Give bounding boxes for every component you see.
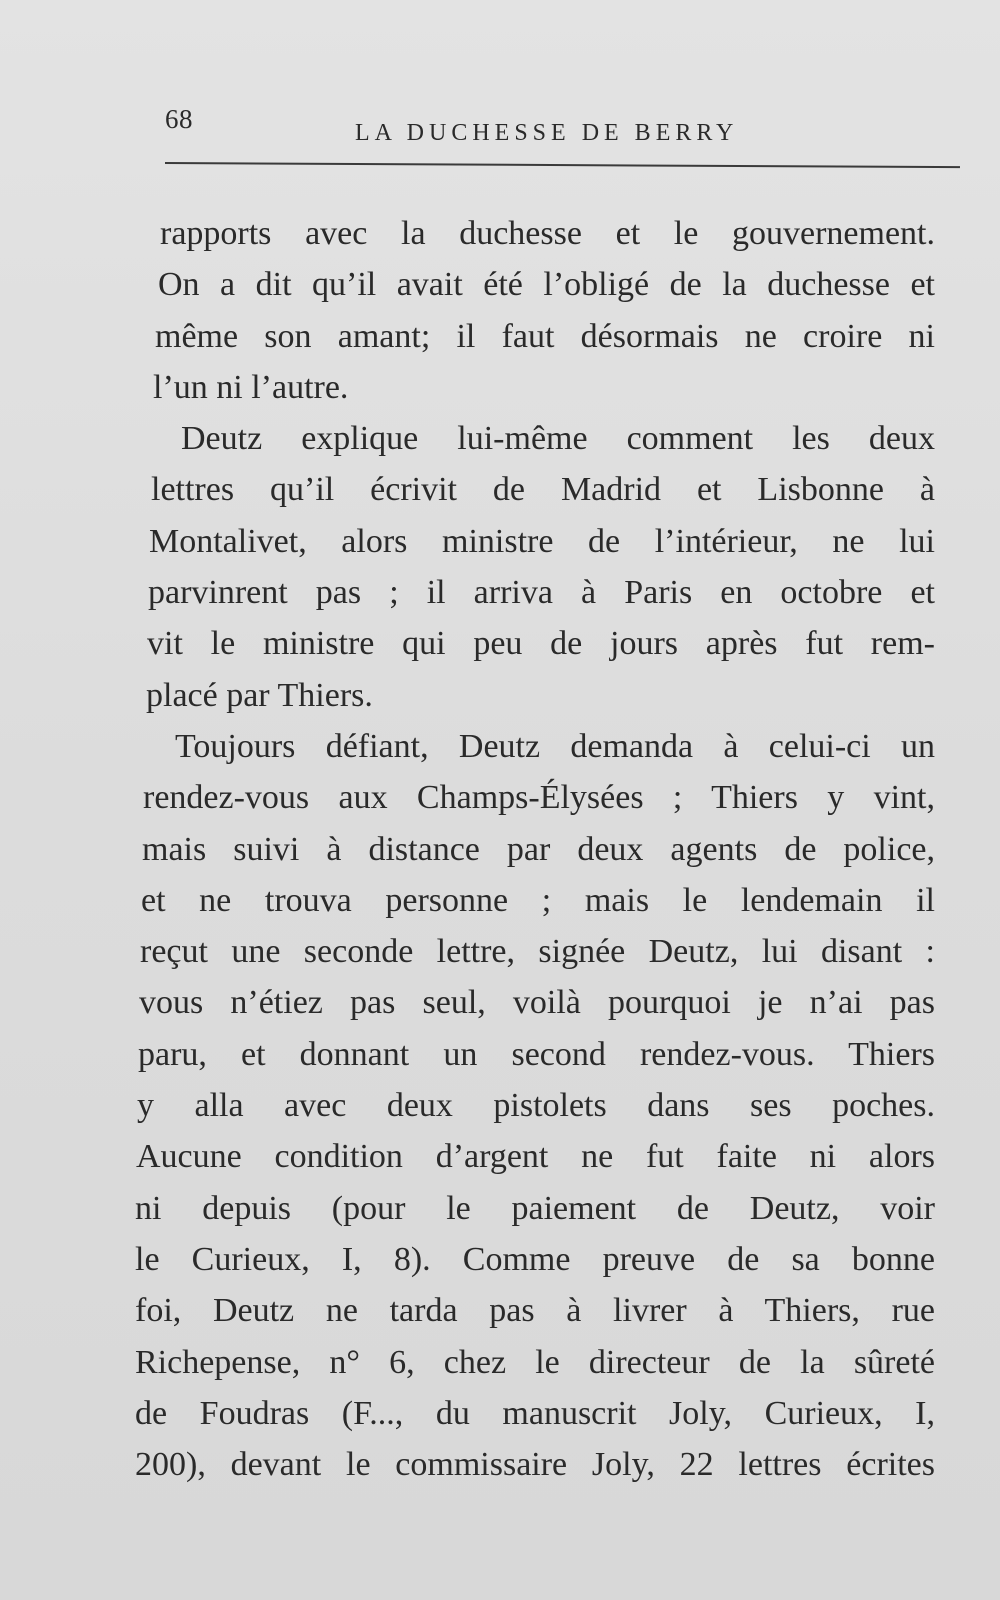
text-line: Richepense, n° 6, chez le directeur de la sûreté	[135, 1343, 935, 1381]
running-title: LA DUCHESSE DE BERRY	[355, 120, 739, 146]
text-line: le Curieux, I, 8). Comme preuve de sa bonne	[135, 1240, 935, 1278]
text-line: rendez-vous aux Champs-Élysées ; Thiers y vint,	[143, 779, 935, 817]
text-line: y alla avec deux pistolets dans ses poches.	[137, 1087, 935, 1125]
text-line: vous n’étiez pas seul, voilà pourquoi je n’ai pas	[139, 984, 935, 1022]
paragraph-1	[135, 208, 935, 413]
text-line: de Foudras (F..., du manuscrit Joly, Curieux, I,	[135, 1394, 935, 1432]
text-line: placé par Thiers.	[146, 676, 373, 714]
page-header	[165, 100, 960, 160]
text-line: reçut une seconde lettre, signée Deutz, lui disant :	[140, 933, 935, 971]
text-line: l’un ni l’autre.	[153, 368, 349, 406]
text-line: paru, et donnant un second rendez-vous. Thiers	[138, 1035, 935, 1073]
paragraph-3	[135, 721, 935, 1490]
text-line: Montalivet, alors ministre de l’intérieur, ne lui	[149, 522, 935, 560]
page-number: 68	[165, 104, 193, 134]
body-text	[135, 208, 935, 1490]
text-line: foi, Deutz ne tarda pas à livrer à Thiers, rue	[135, 1292, 935, 1330]
text-line: On a dit qu’il avait été l’obligé de la duchesse et	[158, 266, 935, 304]
text-line: rapports avec la duchesse et le gouvernement.	[160, 215, 935, 252]
text-line: et ne trouva personne ; mais le lendemain il	[141, 881, 935, 919]
text-line: même son amant; il faut désormais ne croire ni	[155, 317, 935, 355]
text-line: 200), devant le commissaire Joly, 22 lettres écrites	[135, 1446, 935, 1484]
paragraph-2	[135, 413, 935, 721]
text-line: lettres qu’il écrivit de Madrid et Lisbonne à	[151, 471, 935, 509]
text-line: vit le ministre qui peu de jours après fut rem-	[147, 625, 935, 663]
text-line: Deutz explique lui-même comment les deux	[181, 420, 935, 458]
text-line: Toujours défiant, Deutz demanda à celui-ci un	[175, 727, 935, 765]
text-line: mais suivi à distance par deux agents de police,	[142, 830, 935, 868]
header-rule	[165, 162, 960, 168]
text-line: Aucune condition d’argent ne fut faite ni alors	[136, 1138, 935, 1176]
text-line: parvinrent pas ; il arriva à Paris en octobre et	[148, 574, 935, 612]
text-line: ni depuis (pour le paiement de Deutz, voir	[135, 1189, 935, 1227]
